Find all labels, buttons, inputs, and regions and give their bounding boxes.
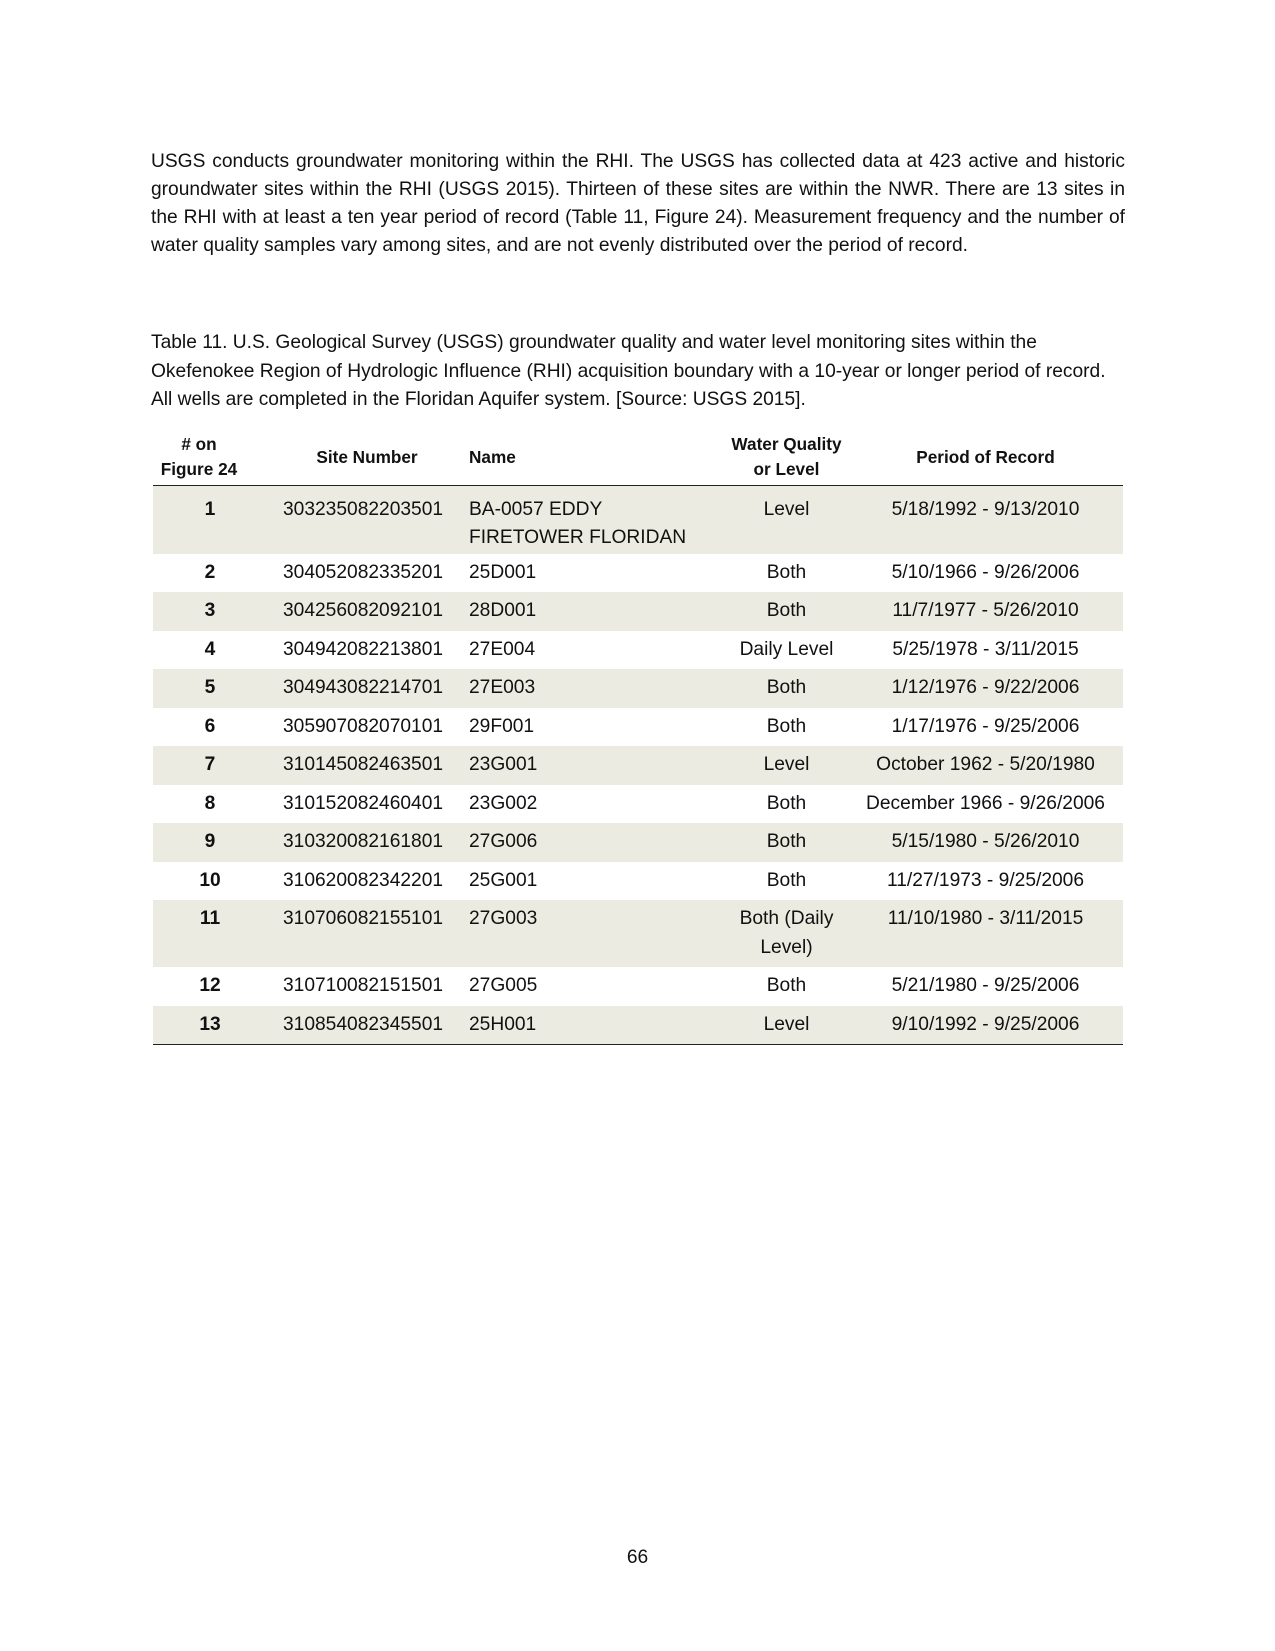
cell-site-number: 310320082161801: [271, 823, 463, 862]
table-row: [153, 746, 1123, 785]
cell-name: 27E003: [463, 669, 725, 708]
cell-site-number: 310620082342201: [283, 869, 444, 891]
cell-name: 27G003: [463, 900, 725, 967]
cell-figure-number: 1: [153, 485, 271, 554]
table-row: [153, 862, 1123, 901]
cell-period-of-record: 9/10/1992 - 9/25/2006: [848, 1006, 1123, 1045]
header-period-of-record: Period of Record: [848, 432, 1123, 485]
cell-name: 28D001: [463, 592, 725, 631]
cell-period-of-record: 11/27/1973 - 9/25/2006: [886, 869, 1085, 891]
cell-site-number: 310706082155101: [271, 900, 463, 967]
cell-period-of-record: 5/18/1992 - 9/13/2010: [848, 485, 1123, 554]
cell-site-number: 304942082213801: [283, 638, 444, 660]
page-number: 66: [626, 1547, 649, 1568]
cell-water-quality-or-level: Both: [766, 715, 807, 737]
cell-figure-number: 6: [204, 715, 216, 737]
cell-water-quality-or-level: Both: [725, 592, 848, 631]
cell-water-quality-or-level: Level: [725, 1006, 848, 1045]
table-row: [153, 631, 1123, 670]
cell-name: 27E004: [469, 638, 536, 660]
header-name: Name: [463, 432, 725, 485]
cell-name: 23G002: [469, 792, 538, 814]
table-row: [153, 708, 1123, 747]
cell-name: 29F001: [469, 715, 535, 737]
cell-figure-number: 2: [204, 561, 216, 583]
cell-period-of-record: 5/10/1966 - 9/26/2006: [891, 561, 1080, 583]
cell-period-of-record: 5/15/1980 - 5/26/2010: [848, 823, 1123, 862]
cell-period-of-record: 5/21/1980 - 9/25/2006: [891, 975, 1080, 997]
table-row: [153, 592, 1123, 631]
table-row: [153, 554, 1123, 593]
cell-site-number: 303235082203501: [271, 485, 463, 554]
cell-figure-number: 10: [199, 869, 221, 891]
cell-figure-number: 3: [153, 592, 271, 631]
cell-figure-number: 8: [204, 792, 216, 814]
cell-site-number: 310710082151501: [283, 975, 444, 997]
cell-figure-number: 13: [153, 1006, 271, 1045]
table-caption: Table 11. U.S. Geological Survey (USGS) groundwater quality and water level monitoring sites within the Okefenokee Region of Hydrologic Influence (RHI) acquisition boundary with a 10-year or longer period of record. All wells are completed in the Floridan Aquifer system. [Source: USGS 2015].: [151, 332, 1106, 411]
intro-paragraph: USGS conducts groundwater monitoring within the RHI. The USGS has collected data at 423 active and historic groundwater sites within the RHI (USGS 2015). Thirteen of these sites are within the NWR. There are 13 sites in the RHI with at least a ten year period of record (Table 11, Figure 24). Measurement frequency and the number of water quality samples vary among sites, and are not evenly distributed over the period of record.: [151, 151, 1125, 257]
cell-water-quality-or-level: Level: [725, 485, 848, 554]
cell-figure-number: 11: [153, 900, 271, 967]
cell-water-quality-or-level: Both: [766, 975, 807, 997]
cell-site-number: 310145082463501: [271, 746, 463, 785]
cell-name: 25H001: [463, 1006, 725, 1045]
cell-name: 27G006: [463, 823, 725, 862]
cell-figure-number: 5: [153, 669, 271, 708]
cell-name: 25D001: [469, 561, 537, 583]
cell-site-number: 310152082460401: [283, 792, 444, 814]
table-row: [153, 669, 1123, 708]
header-figure-number: # on Figure 24: [153, 432, 271, 485]
cell-figure-number: 4: [204, 638, 216, 660]
cell-water-quality-or-level: Daily Level: [739, 638, 834, 660]
cell-site-number: 304943082214701: [271, 669, 463, 708]
cell-period-of-record: 5/25/1978 - 3/11/2015: [892, 638, 1079, 660]
table-row: [153, 967, 1123, 1006]
table-header: [153, 432, 1123, 485]
cell-site-number: 305907082070101: [283, 715, 444, 737]
cell-name: 27G005: [469, 975, 538, 997]
table-row: [153, 823, 1123, 862]
header-site-number: Site Number: [271, 432, 463, 485]
header-water-quality-or-level: Water Quality or Level: [725, 432, 848, 485]
table-row: [153, 785, 1123, 824]
monitoring-sites-table: [153, 432, 1123, 1045]
cell-figure-number: 7: [153, 746, 271, 785]
cell-site-number: 304256082092101: [271, 592, 463, 631]
table-row: [153, 1006, 1123, 1045]
cell-period-of-record: 1/17/1976 - 9/25/2006: [891, 715, 1080, 737]
cell-water-quality-or-level: Level: [725, 746, 848, 785]
cell-period-of-record: 11/10/1980 - 3/11/2015: [848, 900, 1123, 967]
cell-site-number: 304052082335201: [283, 561, 444, 583]
header-row: [153, 432, 1123, 485]
cell-name: 23G001: [463, 746, 725, 785]
table-row: [153, 485, 1123, 554]
cell-water-quality-or-level: Both: [766, 869, 807, 891]
cell-water-quality-or-level: Both: [725, 669, 848, 708]
cell-period-of-record: October 1962 - 5/20/1980: [848, 746, 1123, 785]
cell-name: 25G001: [469, 869, 538, 891]
cell-name: BA-0057 EDDY FIRETOWER FLORIDAN: [463, 485, 725, 554]
cell-water-quality-or-level: Both: [766, 792, 807, 814]
cell-period-of-record: December 1966 - 9/26/2006: [866, 792, 1105, 814]
cell-period-of-record: 1/12/1976 - 9/22/2006: [848, 669, 1123, 708]
cell-water-quality-or-level: Both: [766, 561, 807, 583]
table-body: [153, 485, 1123, 1045]
table-row: [153, 900, 1123, 967]
cell-site-number: 310854082345501: [271, 1006, 463, 1045]
cell-figure-number: 9: [153, 823, 271, 862]
cell-water-quality-or-level: Both (Daily Level): [725, 900, 848, 967]
cell-period-of-record: 11/7/1977 - 5/26/2010: [848, 592, 1123, 631]
cell-water-quality-or-level: Both: [725, 823, 848, 862]
cell-figure-number: 12: [199, 975, 221, 997]
